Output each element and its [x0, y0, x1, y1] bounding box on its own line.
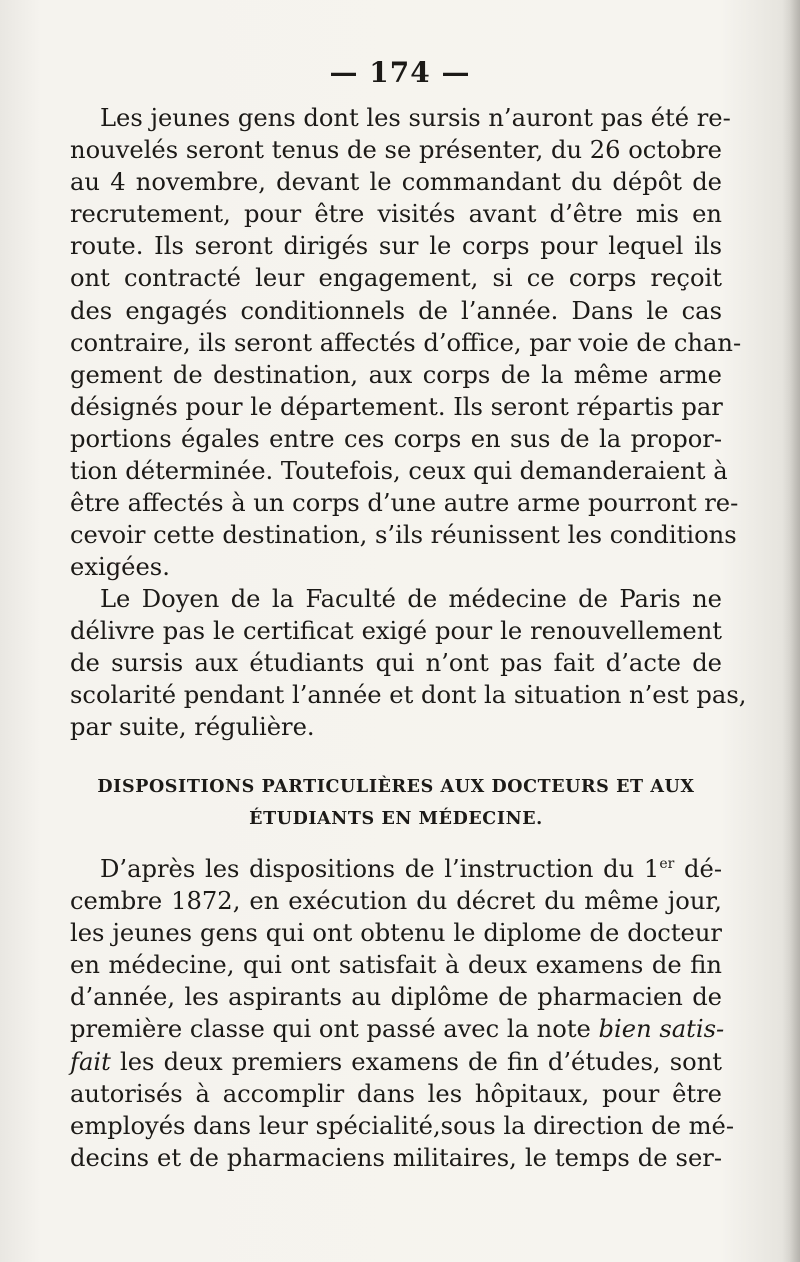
text-line: en médecine, qui ont satisfait à deux examens de fin: [70, 951, 722, 980]
text-line: cembre 1872, en exécution du décret du même jour,: [70, 887, 722, 916]
paragraph-doyen-faculte: [70, 583, 747, 743]
page-number: — 174 —: [329, 56, 471, 89]
text-line: ont contracté leur engagement, si ce corps reçoit: [70, 264, 722, 293]
italic-text: fait: [70, 1047, 111, 1076]
text-line: cevoir cette destination, s’ils réunissent les conditions: [70, 521, 737, 550]
text-line: scolarité pendant l’année et dont la situation n’est pas,: [70, 681, 747, 710]
text-line: par suite, régulière.: [70, 713, 315, 742]
section-heading-line-2: ÉTUDIANTS EN MÉDECINE.: [249, 809, 543, 829]
text-line: [70, 853, 722, 885]
text-line: les jeunes gens qui ont obtenu le diplome de docteur: [70, 919, 722, 948]
text-line: nouvelés seront tenus de se présenter, du 26 octobre: [70, 136, 722, 165]
text-line: [70, 1013, 725, 1045]
text-line: employés dans leur spécialité,sous la direction de mé-: [70, 1111, 735, 1140]
text-line: des engagés conditionnels de l’année. Dans le cas: [70, 296, 722, 325]
italic-text: bien satis-: [598, 1015, 725, 1044]
text-fragment: les deux premiers examens de fin d’études, sont: [110, 1047, 722, 1076]
text-line: exigées.: [70, 553, 170, 582]
text-line: [70, 1046, 722, 1078]
text-line: délivre pas le certificat exigé pour le renouvellement: [70, 617, 722, 646]
paragraph-sursis-renouvellement: [70, 102, 742, 583]
text-line: decins et de pharmaciens militaires, le temps de ser-: [70, 1143, 722, 1172]
text-line: Le Doyen de la Faculté de médecine de Paris ne: [100, 585, 722, 613]
text-line: contraire, ils seront affectés d’office, par voie de chan-: [70, 328, 742, 357]
text-line: désignés pour le département. Ils seront répartis par: [70, 392, 723, 421]
superscript-ordinal: er: [659, 856, 675, 872]
text-line: de sursis aux étudiants qui n’ont pas fait d’acte de: [70, 649, 722, 678]
text-line: Les jeunes gens dont les sursis n’auront pas été re-: [100, 104, 731, 132]
text-line: gement de destination, aux corps de la même arme: [70, 360, 722, 389]
text-line: portions égales entre ces corps en sus de la propor-: [70, 424, 722, 453]
text-line: route. Ils seront dirigés sur le corps pour lequel ils: [70, 232, 722, 261]
text-line: autorisés à accomplir dans les hôpitaux, pour être: [70, 1079, 722, 1108]
text-line: tion déterminée. Toutefois, ceux qui demanderaient à: [70, 457, 728, 486]
text-fragment: première classe qui ont passé avec la note: [70, 1015, 599, 1044]
text-fragment: dé-: [674, 855, 722, 883]
text-line: recrutement, pour être visités avant d’être mis en: [70, 200, 722, 229]
section-heading-line-1: DISPOSITIONS PARTICULIÈRES AUX DOCTEURS ET AUX: [97, 777, 695, 797]
text-line: d’année, les aspirants au diplôme de pharmacien de: [70, 983, 722, 1012]
text-line: au 4 novembre, devant le commandant du dépôt de: [70, 168, 722, 197]
text-fragment: D’après les dispositions de l’instruction du 1: [100, 855, 660, 883]
page-edge-shadow: [782, 0, 800, 1262]
text-line: être affectés à un corps d’une autre arme pourront re-: [70, 489, 739, 518]
paragraph-instruction-1872: [70, 853, 735, 1174]
